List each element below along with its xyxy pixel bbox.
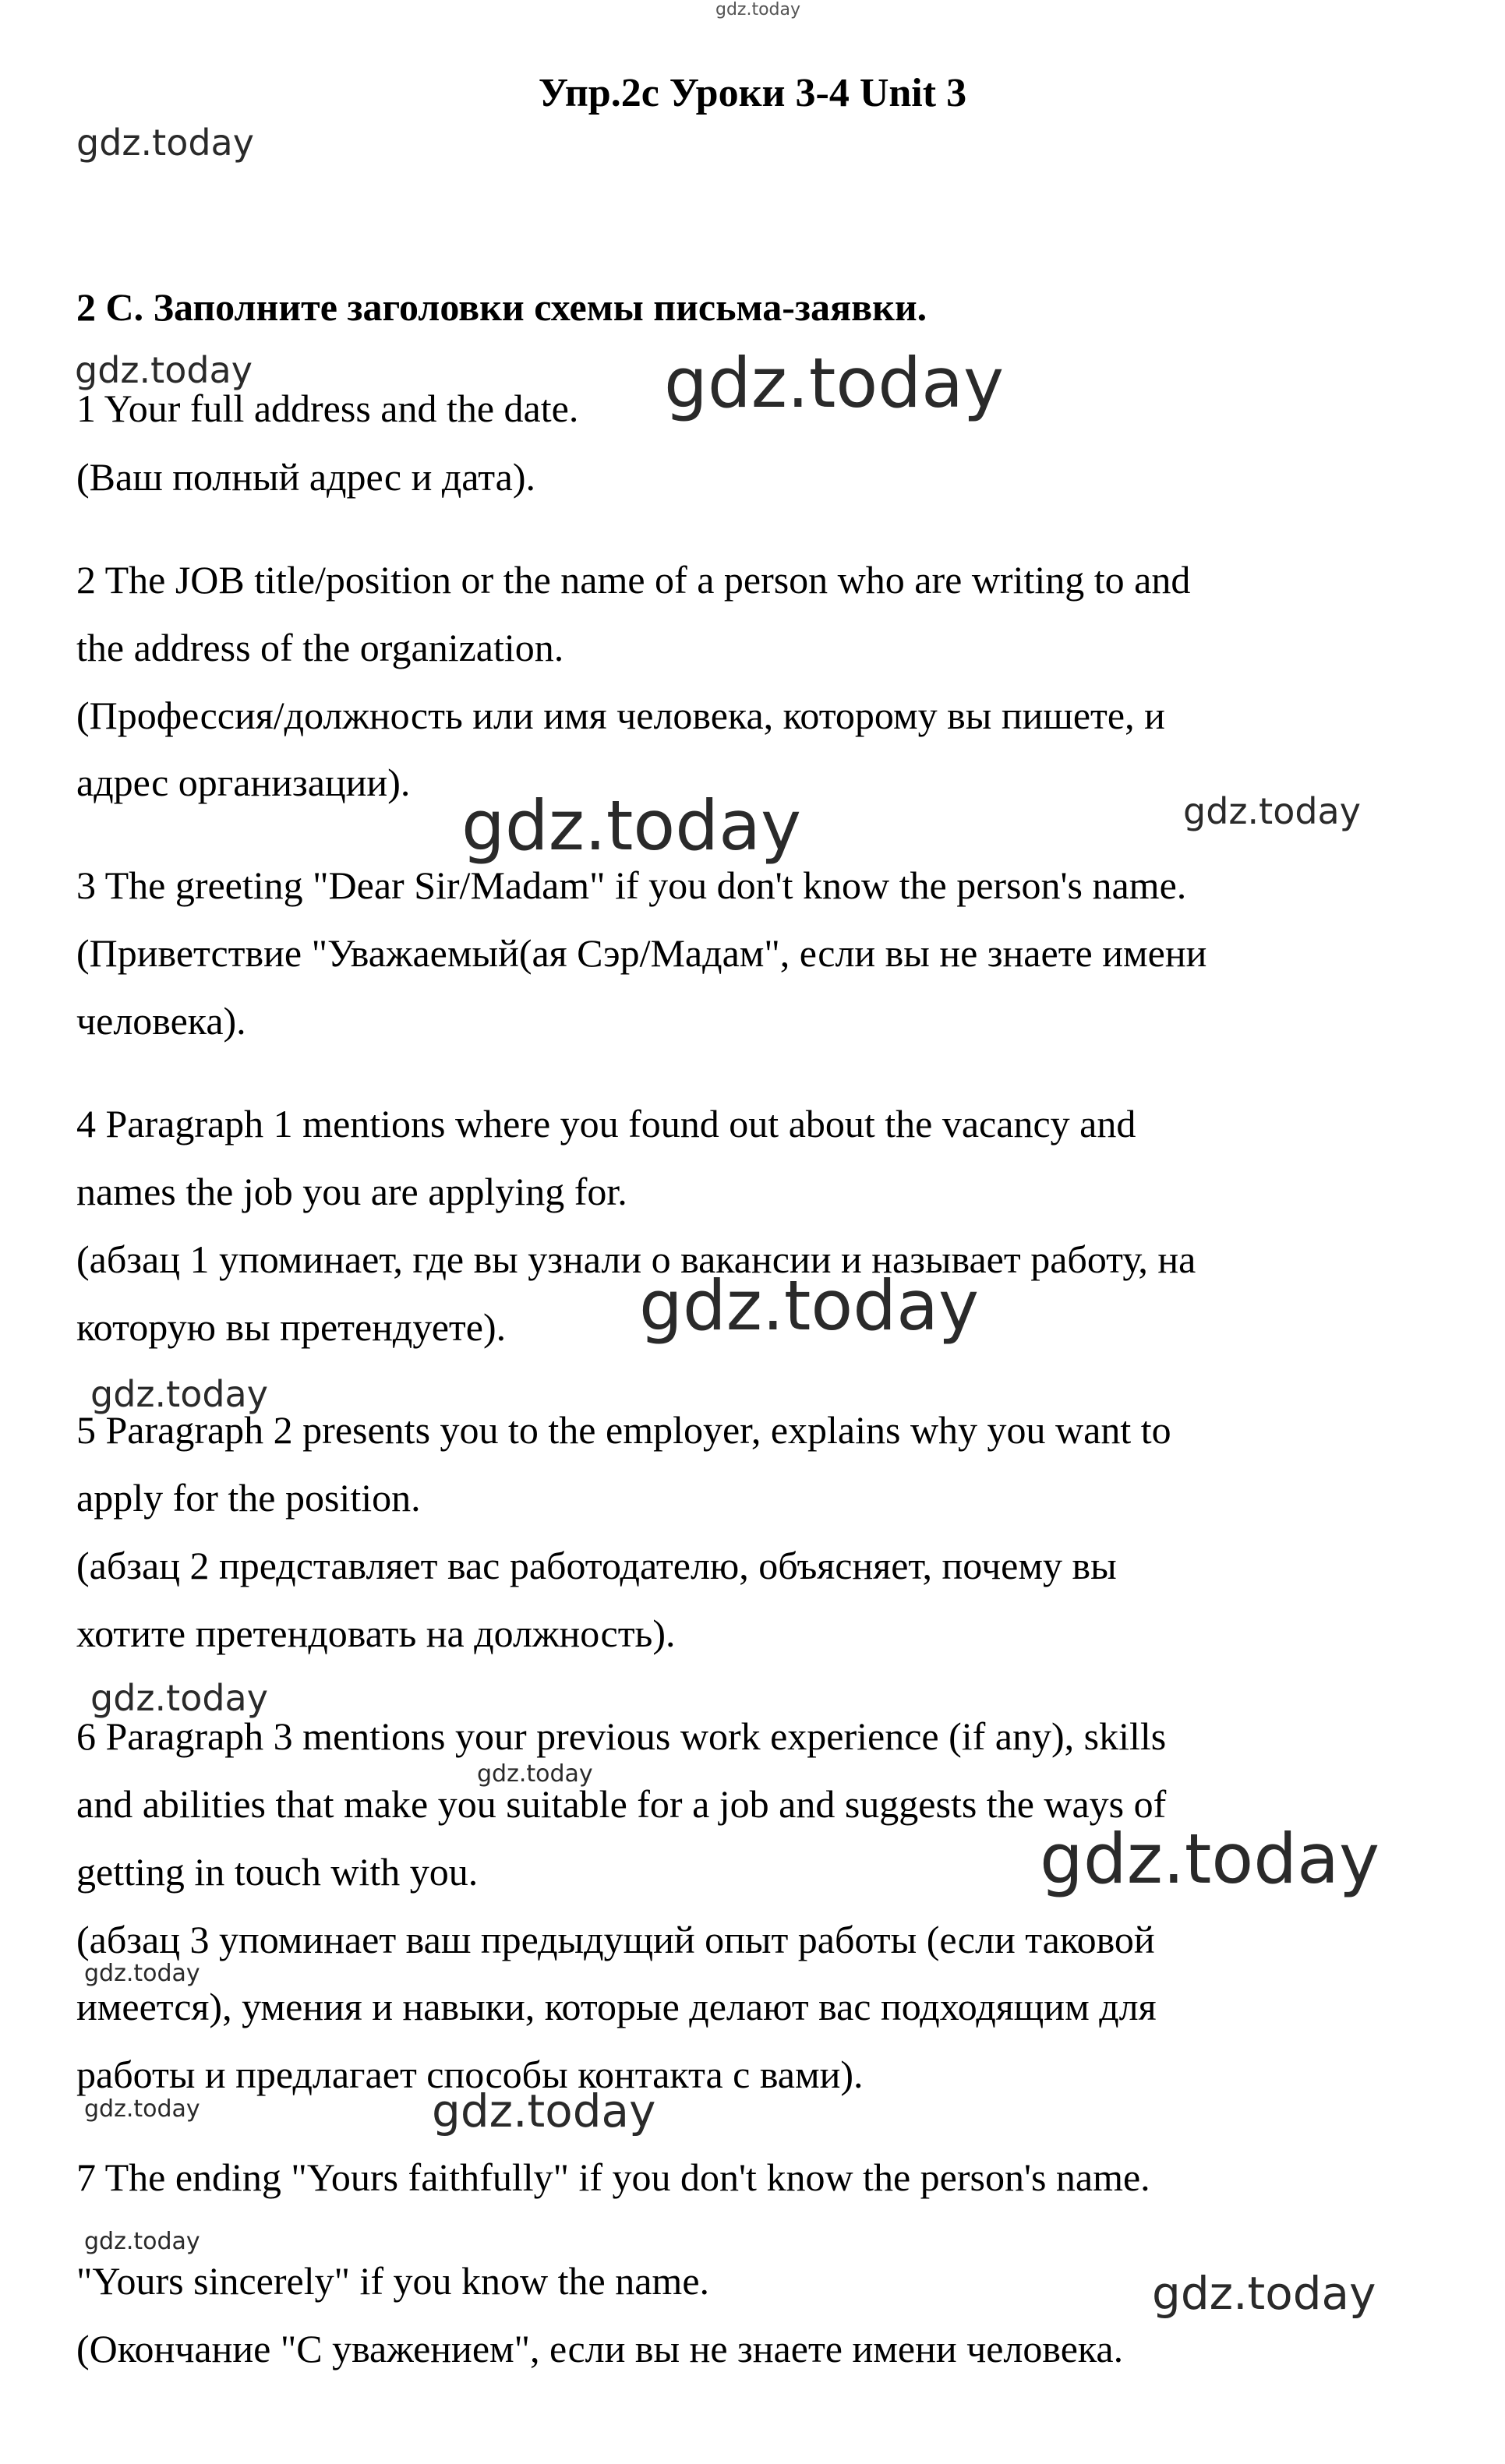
watermark: gdz.today <box>639 1266 980 1346</box>
item-2-english-line-2: the address of the organization. <box>76 626 564 669</box>
item-3-russian-line-1: (Приветствие "Уважаемый(ая Сэр/Мадам", если вы не знаете имени <box>76 931 1207 975</box>
item-7-english-line-2: "Yours sincerely" if you know the name. <box>76 2259 710 2303</box>
item-6-english-line-2: and abilities that make you suitable for a job and suggests the ways of <box>76 1782 1167 1826</box>
watermark: gdz.today <box>84 1960 200 1987</box>
item-4-english-line-1: 4 Paragraph 1 mentions where you found out about the vacancy and <box>76 1102 1136 1146</box>
item-2-russian-line-1: (Профессия/должность или имя человека, которому вы пишете, и <box>76 694 1165 737</box>
watermark: gdz.today <box>664 343 1005 423</box>
item-6-english-line-3: getting in touch with you. <box>76 1850 479 1894</box>
item-1-russian: (Ваш полный адрес и дата). <box>76 455 536 499</box>
item-3-english: 3 The greeting "Dear Sir/Madam" if you don't know the person's name. <box>76 863 1187 907</box>
item-6-russian-line-2: имеется), умения и навыки, которые делают вас подходящим для <box>76 1985 1157 2028</box>
item-6-english-line-1: 6 Paragraph 3 mentions your previous work experience (if any), skills <box>76 1714 1167 1758</box>
watermark: gdz.today <box>90 1373 268 1415</box>
item-4-english-line-2: names the job you are applying for. <box>76 1170 627 1213</box>
watermark: gdz.today <box>477 1760 593 1788</box>
item-2-english-line-1: 2 The JOB title/position or the name of a person who are writing to and <box>76 558 1191 602</box>
page-title: Упр.2с Уроки 3-4 Unit 3 <box>538 71 967 115</box>
watermark: gdz.today <box>84 2228 200 2255</box>
item-3-russian-line-2: человека). <box>76 999 246 1043</box>
exercise-heading: 2 С. Заполните заголовки схемы письма-заявки. <box>76 285 927 329</box>
item-6-russian-line-1: (абзац 3 упоминает ваш предыдущий опыт работы (если таковой <box>76 1918 1155 1961</box>
item-5-russian-line-2: хотите претендовать на должность). <box>76 1611 676 1655</box>
item-5-russian-line-1: (абзац 2 представляет вас работодателю, объясняет, почему вы <box>76 1544 1117 1587</box>
watermark: gdz.today <box>1040 1819 1380 1899</box>
item-7-russian: (Окончание "С уважением", если вы не знаете имени человека. <box>76 2327 1124 2370</box>
watermark: gdz.today <box>1183 790 1361 832</box>
watermark: gdz.today <box>75 349 253 391</box>
watermark: gdz.today <box>461 785 802 866</box>
watermark: gdz.today <box>432 2085 656 2137</box>
item-1-english: 1 Your full address and the date. <box>76 387 579 430</box>
item-5-english-line-1: 5 Paragraph 2 presents you to the employer, explains why you want to <box>76 1408 1171 1452</box>
item-6-russian-line-3: работы и предлагает способы контакта с вами). <box>76 2053 864 2096</box>
watermark: gdz.today <box>84 2095 200 2123</box>
watermark: gdz.today <box>715 0 801 19</box>
item-4-russian-line-1: (абзац 1 упоминает, где вы узнали о вакансии и называет работу, на <box>76 1237 1196 1281</box>
item-7-english-line-1: 7 The ending "Yours faithfully" if you don't know the person's name. <box>76 2155 1150 2199</box>
item-5-english-line-2: apply for the position. <box>76 1476 421 1520</box>
watermark: gdz.today <box>76 122 254 164</box>
item-2-russian-line-2: адрес организации). <box>76 761 411 804</box>
watermark: gdz.today <box>1152 2267 1376 2320</box>
item-4-russian-line-2: которую вы претендуете). <box>76 1305 507 1349</box>
watermark: gdz.today <box>90 1677 268 1719</box>
